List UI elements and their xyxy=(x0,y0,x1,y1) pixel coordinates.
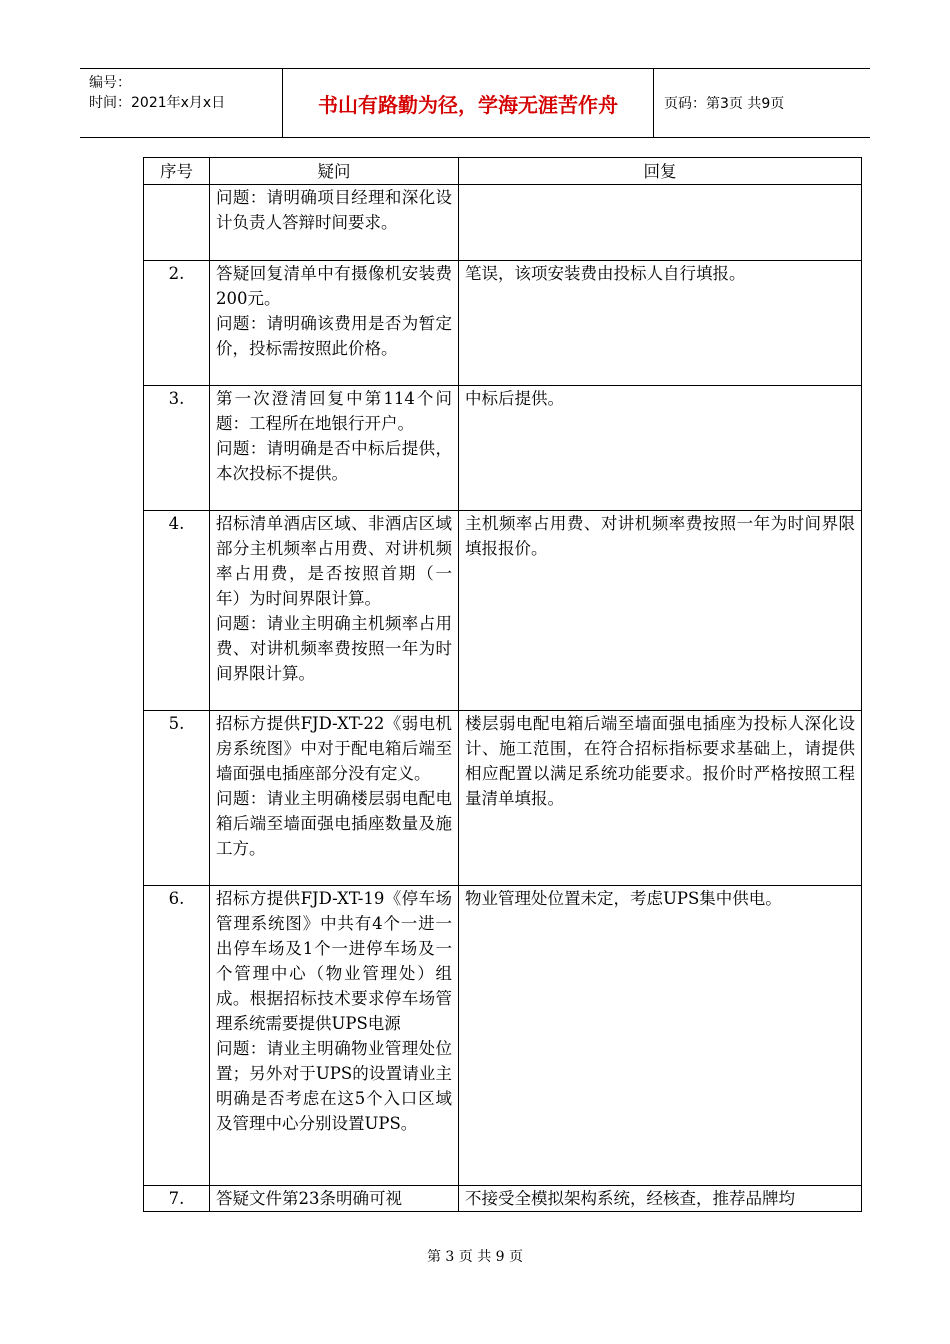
question-text: 问题：请明确项目经理和深化设计负责人答辩时间要求。 xyxy=(216,188,452,232)
table-row xyxy=(144,711,862,886)
row-answer: 楼层弱电配电箱后端至墙面强电插座为投标人深化设计、施工范围，在符合招标指标要求基础上，请提供相应配置以满足系统功能要求。报价时严格按照工程量清单填报。 xyxy=(459,711,862,886)
row-number: 2. xyxy=(144,261,210,386)
question-text: 招标方提供FJD-XT-19《停车场管理系统图》中共有4个一进一出停车场及1个一进停车场及一个管理中心（物业管理处）组成。根据招标技术要求停车场管理系统需要提供UPS电源 xyxy=(216,889,452,1033)
row-number: 5. xyxy=(144,711,210,886)
row-answer: 笔误，该项安装费由投标人自行填报。 xyxy=(459,261,862,386)
table-row xyxy=(144,386,862,511)
row-number: 4. xyxy=(144,511,210,711)
row-answer: 不接受全模拟架构系统，经核查，推荐品牌均 xyxy=(459,1186,862,1212)
header-meta xyxy=(80,69,283,137)
row-answer: 主机频率占用费、对讲机频率费按照一年为时间界限填报报价。 xyxy=(459,511,862,711)
question-text: 答疑文件第23条明确可视 xyxy=(216,1189,402,1208)
question-text: 招标方提供FJD-XT-22《弱电机房系统图》中对于配电箱后端至墙面强电插座部分没有定义。 xyxy=(216,714,452,783)
question-text: 问题：请业主明确主机频率占用费、对讲机频率费按照一年为时间界限计算。 xyxy=(216,614,452,683)
table-row xyxy=(144,886,862,1186)
table-row xyxy=(144,185,862,261)
table-header-row xyxy=(144,158,862,185)
row-question xyxy=(210,185,459,261)
row-question xyxy=(210,886,459,1186)
table-row xyxy=(144,261,862,386)
column-header-question: 疑问 xyxy=(210,158,459,185)
row-question xyxy=(210,261,459,386)
page-footer: 第 3 页 共 9 页 xyxy=(426,1249,524,1265)
question-text: 第一次澄清回复中第114个问题：工程所在地银行开户。 xyxy=(216,389,452,433)
row-question xyxy=(210,711,459,886)
qa-table xyxy=(143,157,862,1212)
question-text: 问题：请业主明确楼层弱电配电箱后端至墙面强电插座数量及施工方。 xyxy=(216,789,452,858)
question-text: 问题：请业主明确物业管理处位置；另外对于UPS的设置请业主明确是否考虑在这5个入口区域及管理中心分别设置UPS。 xyxy=(216,1039,452,1133)
document-time-label: 时间：2021年x月x日 xyxy=(89,95,226,111)
row-question xyxy=(210,386,459,511)
table-row xyxy=(144,1186,862,1212)
row-answer: 物业管理处位置未定，考虑UPS集中供电。 xyxy=(459,886,862,1186)
row-answer xyxy=(459,185,862,261)
column-header-answer: 回复 xyxy=(459,158,862,185)
header-motto: 书山有路勤为径，学海无涯苦作舟 xyxy=(283,69,654,137)
row-number: 3. xyxy=(144,386,210,511)
row-question xyxy=(210,1186,459,1212)
question-text: 问题：请明确是否中标后提供，本次投标不提供。 xyxy=(216,439,452,483)
page-header xyxy=(80,68,870,138)
document-number-label: 编号： xyxy=(89,75,131,91)
question-text: 问题：请明确该费用是否为暂定价，投标需按照此价格。 xyxy=(216,314,452,358)
header-page-info: 页码：第3页 共9页 xyxy=(664,96,785,112)
row-number xyxy=(144,185,210,261)
row-number: 7. xyxy=(144,1186,210,1212)
question-text: 招标清单酒店区域、非酒店区域部分主机频率占用费、对讲机频率占用费，是否按照首期（一年）为时间界限计算。 xyxy=(216,514,452,608)
row-number: 6. xyxy=(144,886,210,1186)
table-row xyxy=(144,511,862,711)
row-question xyxy=(210,511,459,711)
question-text: 答疑回复清单中有摄像机安装费200元。 xyxy=(216,264,452,308)
row-answer: 中标后提供。 xyxy=(459,386,862,511)
column-header-number: 序号 xyxy=(144,158,210,185)
